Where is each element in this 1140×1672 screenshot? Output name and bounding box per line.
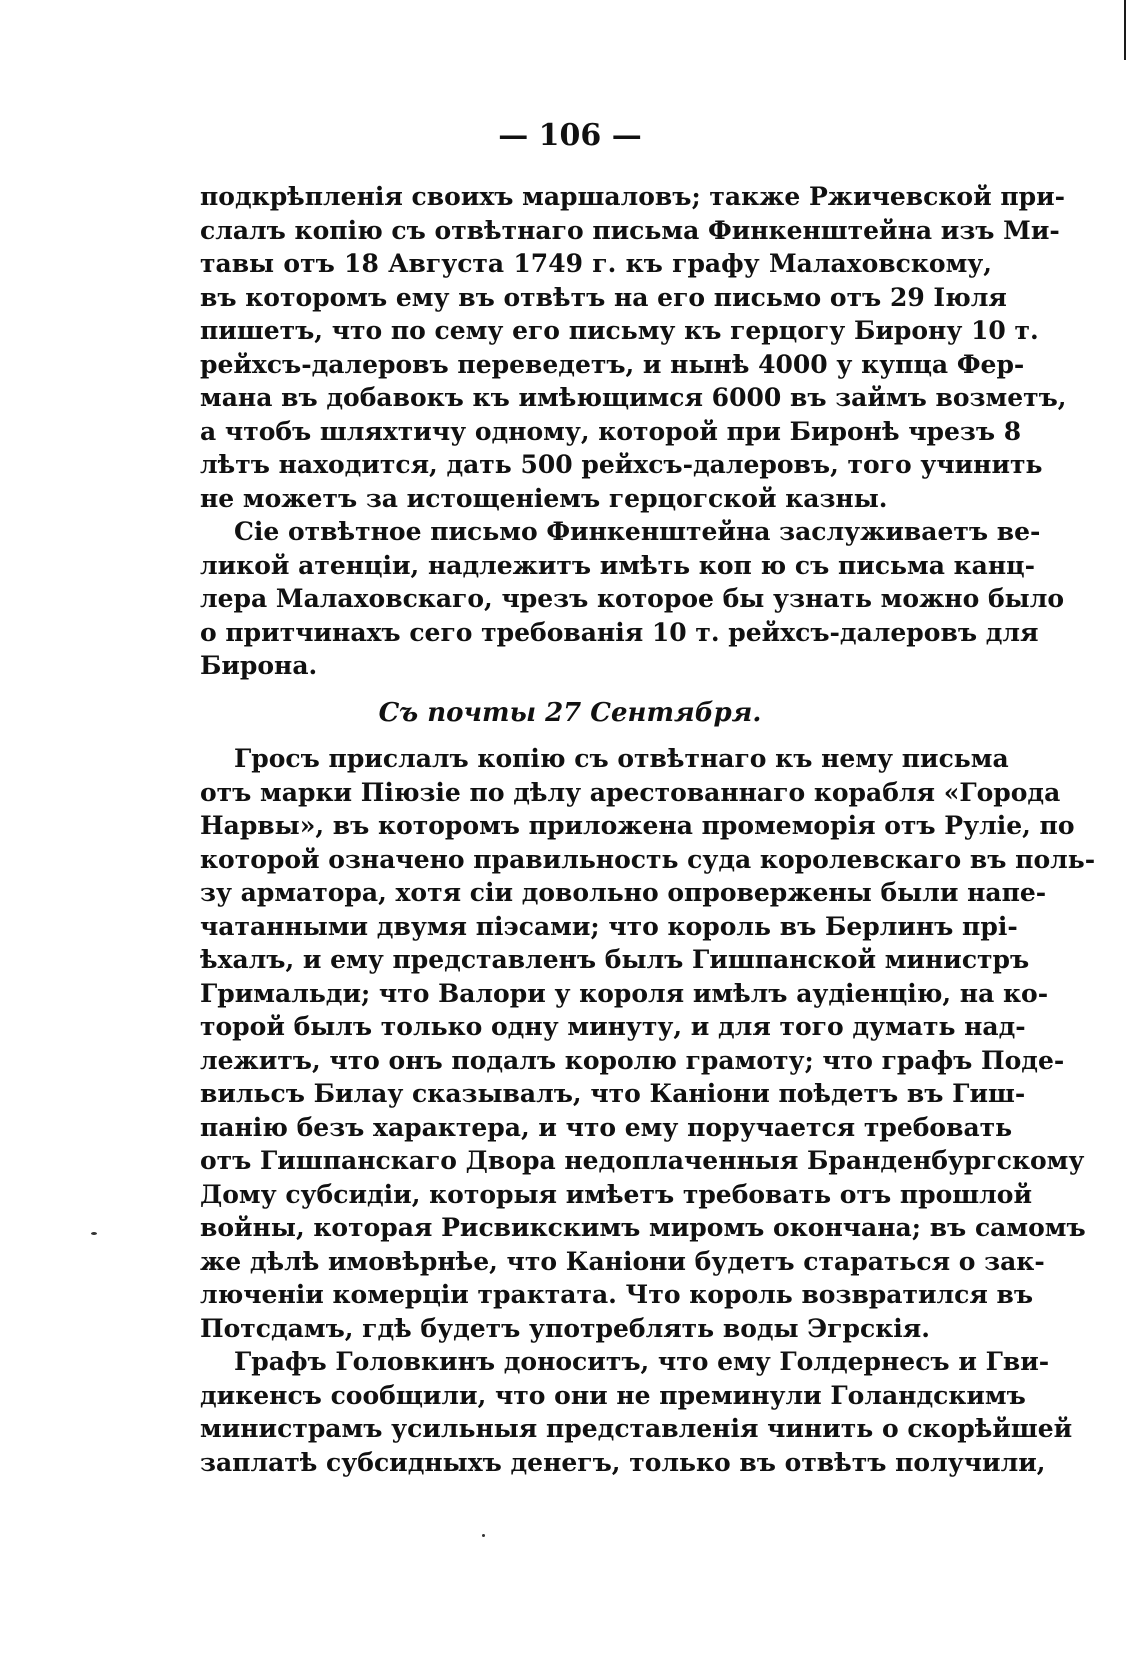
text-line: слалъ копію съ отвѣтнаго письма Финкенштейна изъ Ми- [200,215,1060,245]
text-line: ѣхалъ, и ему представленъ былъ Гишпанской министръ [200,945,1030,974]
text-line: торой былъ только одну минуту, и для того думать над- [200,1012,1026,1041]
text-line: министрамъ усильныя представленія чинить о скорѣйшей [200,1414,1073,1443]
text-line: зу арматора, хотя сіи довольно опровержены были напе- [200,878,1047,907]
text-line: рейхсъ-далеровъ переведетъ, и нынѣ 4000 у купца Фер- [200,349,1025,379]
text-line: пишетъ, что по сему его письму къ герцогу Бирону 10 т. [200,316,1039,345]
text-line: люченіи комерціи трактата. Что король возвратился въ [200,1280,1034,1309]
page-number: — 106 — [498,118,642,153]
text-line: Графъ Головкинъ доноситъ, что ему Голдернесъ и Гви- [234,1347,1050,1376]
text-line: которой означено правильность суда королевскаго въ поль- [200,844,1096,874]
text-line: Сіе отвѣтное письмо Финкенштейна заслуживаетъ ве- [234,517,1041,546]
text-line: же дѣлѣ имовѣрнѣе, что Каніони будетъ стараться о зак- [200,1246,1045,1276]
text-line: панію безъ характера, и что ему поручается требовать [200,1112,1013,1142]
scan-edge-line [1124,0,1126,60]
text-line: лежитъ, что онъ подалъ королю грамоту; что графъ Поде- [200,1045,1065,1075]
text-line: лера Малаховскаго, чрезъ которое бы узнать можно было [200,584,1065,613]
ink-speck [482,1534,485,1537]
paragraph-4 [200,1345,1073,1479]
paragraph-1 [200,180,1067,515]
text-line: не можетъ за истощеніемъ герцогской казны. [200,483,888,513]
text-line: лѣтъ находится, дать 500 рейхсъ-далеровъ, того учинить [200,450,1043,479]
paragraph-2 [200,515,1065,683]
text-line: подкрѣпленія своихъ маршаловъ; также Ржичевской при- [200,182,1066,211]
text-line: Дому субсидіи, которыя имѣетъ требовать отъ прошлой [200,1179,1032,1209]
text-line: Потсдамъ, гдѣ будетъ употреблять воды Эгрскія. [200,1313,930,1343]
text-line: а чтобъ шляхтичу одному, которой при Биронѣ чрезъ 8 [200,416,1022,446]
text-line: мана въ добавокъ къ имѣющимся 6000 въ займъ возметъ, [200,383,1067,412]
text-line: въ которомъ ему въ отвѣтъ на его письмо отъ 29 Іюля [200,282,1007,312]
text-line: Бирона. [200,651,318,680]
text-line: дикенсъ сообщили, что они не преминули Голандскимъ [200,1380,1026,1410]
paragraph-3 [200,742,1096,1345]
text-line: Гримальди; что Валори у короля имѣлъ аудіенцію, на ко- [200,978,1049,1008]
text-line: вильсъ Билау сказывалъ, что Каніони поѣдетъ въ Гиш- [200,1079,1026,1108]
text-line: о притчинахъ сего требованія 10 т. рейхсъ-далеровъ для [200,617,1039,647]
section-heading: Съ почты 27 Сентября. [378,698,762,728]
ink-speck [91,1232,97,1235]
text-line: войны, которая Рисвикскимъ миромъ окончана; въ самомъ [200,1213,1086,1242]
text-line: отъ Гишпанскаго Двора недоплаченныя Бранденбургскому [200,1146,1085,1175]
text-line: отъ марки Піюзіе по дѣлу арестованнаго корабля «Города [200,777,1061,807]
text-line: Нарвы», въ которомъ приложена промеморія отъ Руліе, по [200,811,1075,840]
text-line: заплатѣ субсидныхъ денегъ, только въ отвѣтъ получили, [200,1447,1046,1477]
text-line: чатанными двумя піэсами; что король въ Берлинъ прі- [200,911,1018,941]
text-line: тавы отъ 18 Августа 1749 г. къ графу Малаховскому, [200,249,992,278]
text-line: Гросъ прислалъ копію съ отвѣтнаго къ нему письма [234,744,1009,773]
text-line: ликой атенціи, надлежитъ имѣть коп ю съ письма канц- [200,550,1036,580]
